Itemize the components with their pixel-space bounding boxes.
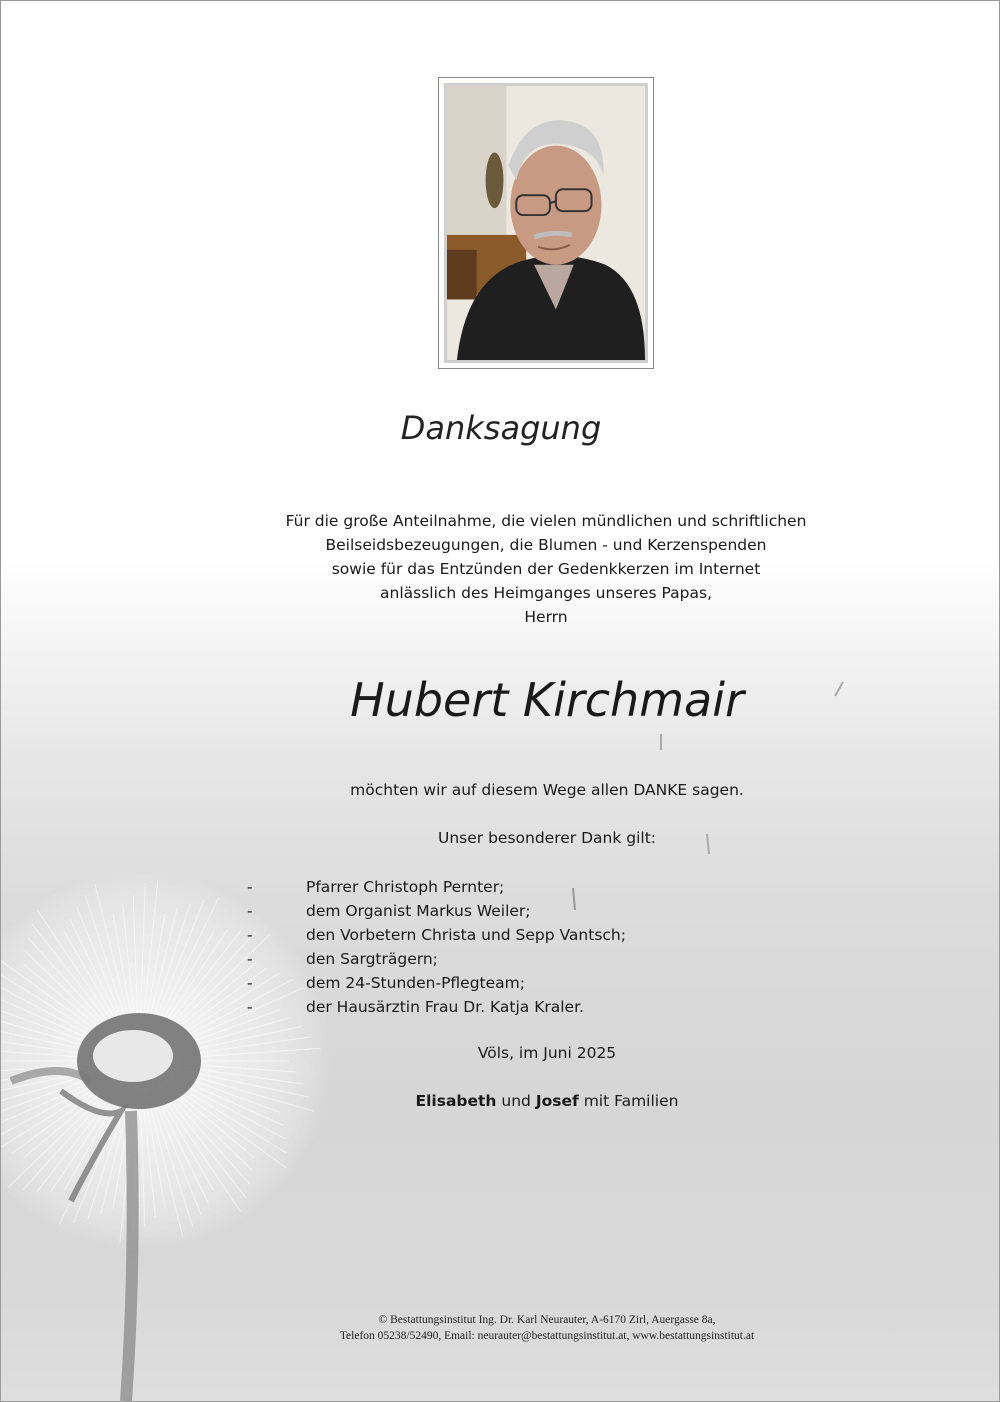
list-item-text: dem 24-Stunden-Pflegteam; (306, 974, 525, 992)
intro-line: Herrn (524, 608, 568, 626)
list-dash: - (247, 950, 253, 968)
list-item (1, 875, 701, 899)
list-dash: - (247, 998, 253, 1016)
list-dash: - (247, 974, 253, 992)
intro-line: sowie für das Entzünden der Gedenkkerzen im Internet (331, 560, 761, 578)
list-item (1, 995, 701, 1019)
list-item-text: den Sargträgern; (306, 950, 438, 968)
intro-text (201, 509, 891, 629)
thanks-line: möchten wir auf diesem Wege allen DANKE sagen. (350, 781, 744, 799)
signature (1, 1092, 1000, 1110)
intro-line: anlässlich des Heimganges unseres Papas, (380, 584, 712, 602)
footer (1, 1312, 1000, 1344)
deceased-name: Hubert Kirchmair (350, 673, 744, 727)
special-thanks-heading: Unser besonderer Dank gilt: (438, 829, 656, 847)
portrait-photo (444, 83, 648, 363)
page-title: Danksagung (400, 409, 602, 447)
list-dash: - (247, 902, 253, 920)
list-item-text: Pfarrer Christoph Pernter; (306, 878, 505, 896)
signature-suffix: mit Familien (583, 1092, 679, 1110)
place-date: Völs, im Juni 2025 (477, 1044, 617, 1062)
intro-line: Für die große Anteilnahme, die vielen mündlichen und schriftlichen (285, 512, 807, 530)
list-item-text: dem Organist Markus Weiler; (306, 902, 531, 920)
list-item (1, 947, 701, 971)
list-item-text: den Vorbetern Christa und Sepp Vantsch; (306, 926, 626, 944)
list-dash: - (247, 878, 253, 896)
list-item-text: der Hausärztin Frau Dr. Katja Kraler. (306, 998, 584, 1016)
seed-decoration (657, 733, 665, 751)
list-item (1, 923, 701, 947)
signature-name-1: Elisabeth (415, 1092, 497, 1110)
footer-line: © Bestattungsinstitut Ing. Dr. Karl Neurauter, A-6170 Zirl, Auergasse 8a, (378, 1314, 716, 1326)
list-item (1, 899, 701, 923)
thanks-list (1, 875, 701, 1019)
list-dash: - (247, 926, 253, 944)
signature-connector: und (501, 1092, 531, 1110)
intro-line: Beilseidsbezeugungen, die Blumen - und Kerzenspenden (325, 536, 767, 554)
footer-line: Telefon 05238/52490, Email: neurauter@bestattungsinstitut.at, www.bestattungsinstitut.at (339, 1330, 755, 1342)
signature-name-2: Josef (535, 1092, 579, 1110)
portrait-frame (438, 77, 654, 369)
list-item (1, 971, 701, 995)
